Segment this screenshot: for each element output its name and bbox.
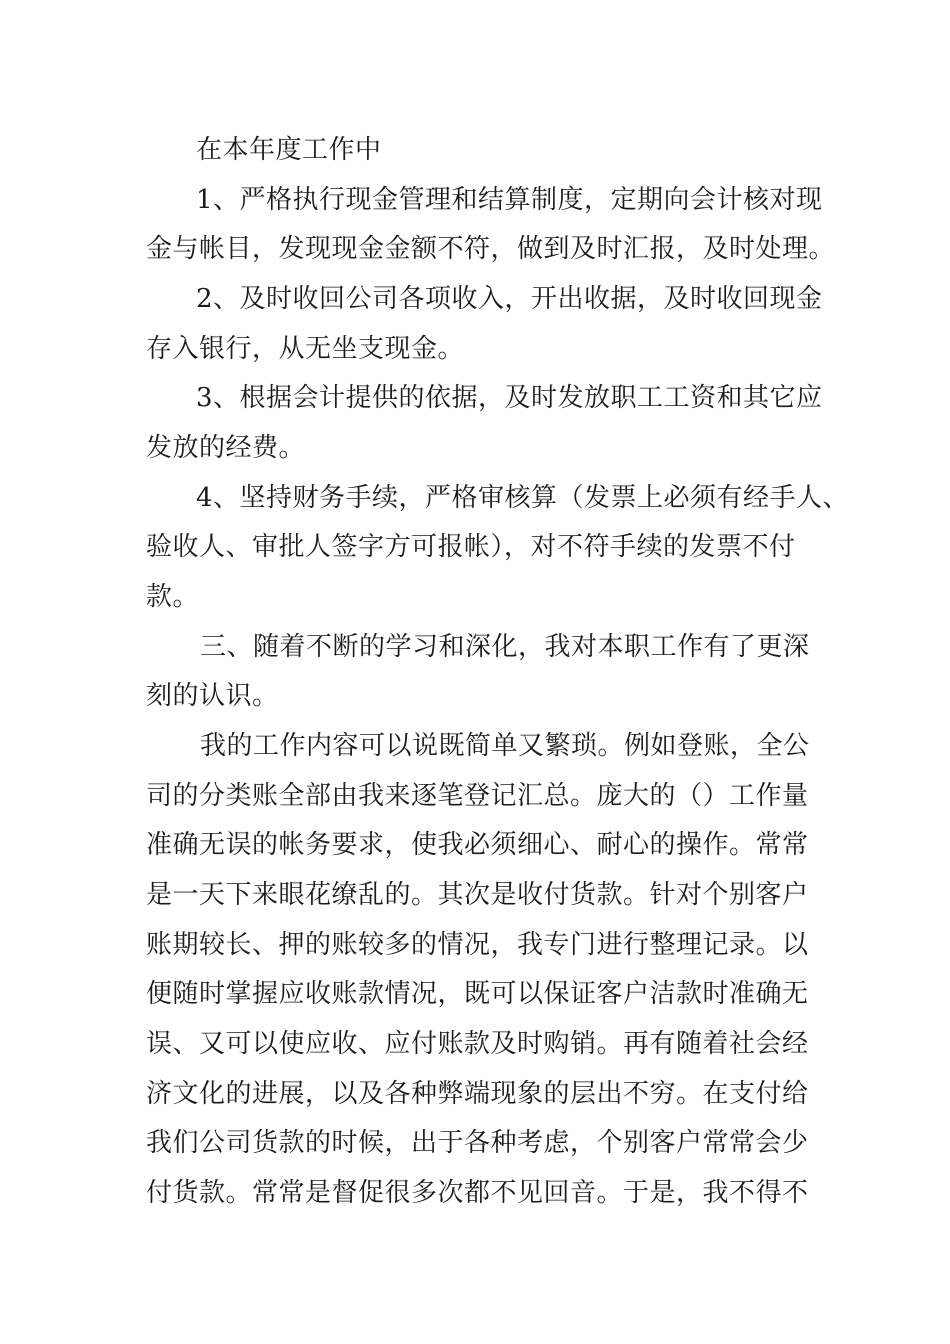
paragraph-line: 存入银行，从无坐支现金。 [146, 334, 465, 364]
section-heading: 三、随着不断的学习和深化，我对本职工作有了更深 [200, 632, 810, 662]
paragraph-line: 付货款。常常是督促很多次都不见回音。于是，我不得不 [146, 1178, 809, 1208]
paragraph-line: 我们公司货款的时候，出于各种考虑，个别客户常常会少 [146, 1128, 809, 1158]
paragraph-line: 刻的认识。 [146, 681, 279, 711]
paragraph-line: 验收人、审批人签字方可报帐），对不符手续的发票不付 [146, 532, 796, 562]
paragraph-line: 2、及时收回公司各项收入，开出收据，及时收回现金 [196, 284, 823, 314]
paragraph-line: 3、根据会计提供的依据，及时发放职工工资和其它应 [196, 383, 823, 413]
paragraph-line: 济文化的进展，以及各种弊端现象的层出不穷。在支付给 [146, 1079, 809, 1109]
paragraph-line: 便随时掌握应收账款情况，既可以保证客户洁款时准确无 [146, 979, 809, 1009]
paragraph-line: 金与帐目，发现现金金额不符，做到及时汇报，及时处理。 [146, 234, 836, 264]
paragraph-line: 我的工作内容可以说既简单又繁琐。例如登账，全公 [200, 731, 810, 761]
paragraph-line: 1、严格执行现金管理和结算制度，定期向会计核对现 [196, 185, 823, 215]
paragraph-line: 款。 [146, 582, 200, 612]
paragraph-line: 账期较长、押的账较多的情况，我专门进行整理记录。以 [146, 930, 809, 960]
paragraph-line: 误、又可以使应收、应付账款及时购销。再有随着社会经 [146, 1029, 809, 1059]
paragraph-line: 发放的经费。 [146, 433, 306, 463]
paragraph-line: 司的分类账全部由我来逐笔登记汇总。庞大的（）工作量 [146, 781, 809, 811]
paragraph-line: 是一天下来眼花缭乱的。其次是收付货款。针对个别客户 [146, 880, 809, 910]
paragraph-heading: 在本年度工作中 [196, 135, 382, 165]
paragraph-line: 4、坚持财务手续，严格审核算（发票上必须有经手人、 [196, 483, 850, 513]
paragraph-line: 准确无误的帐务要求，使我必须细心、耐心的操作。常常 [146, 830, 809, 860]
